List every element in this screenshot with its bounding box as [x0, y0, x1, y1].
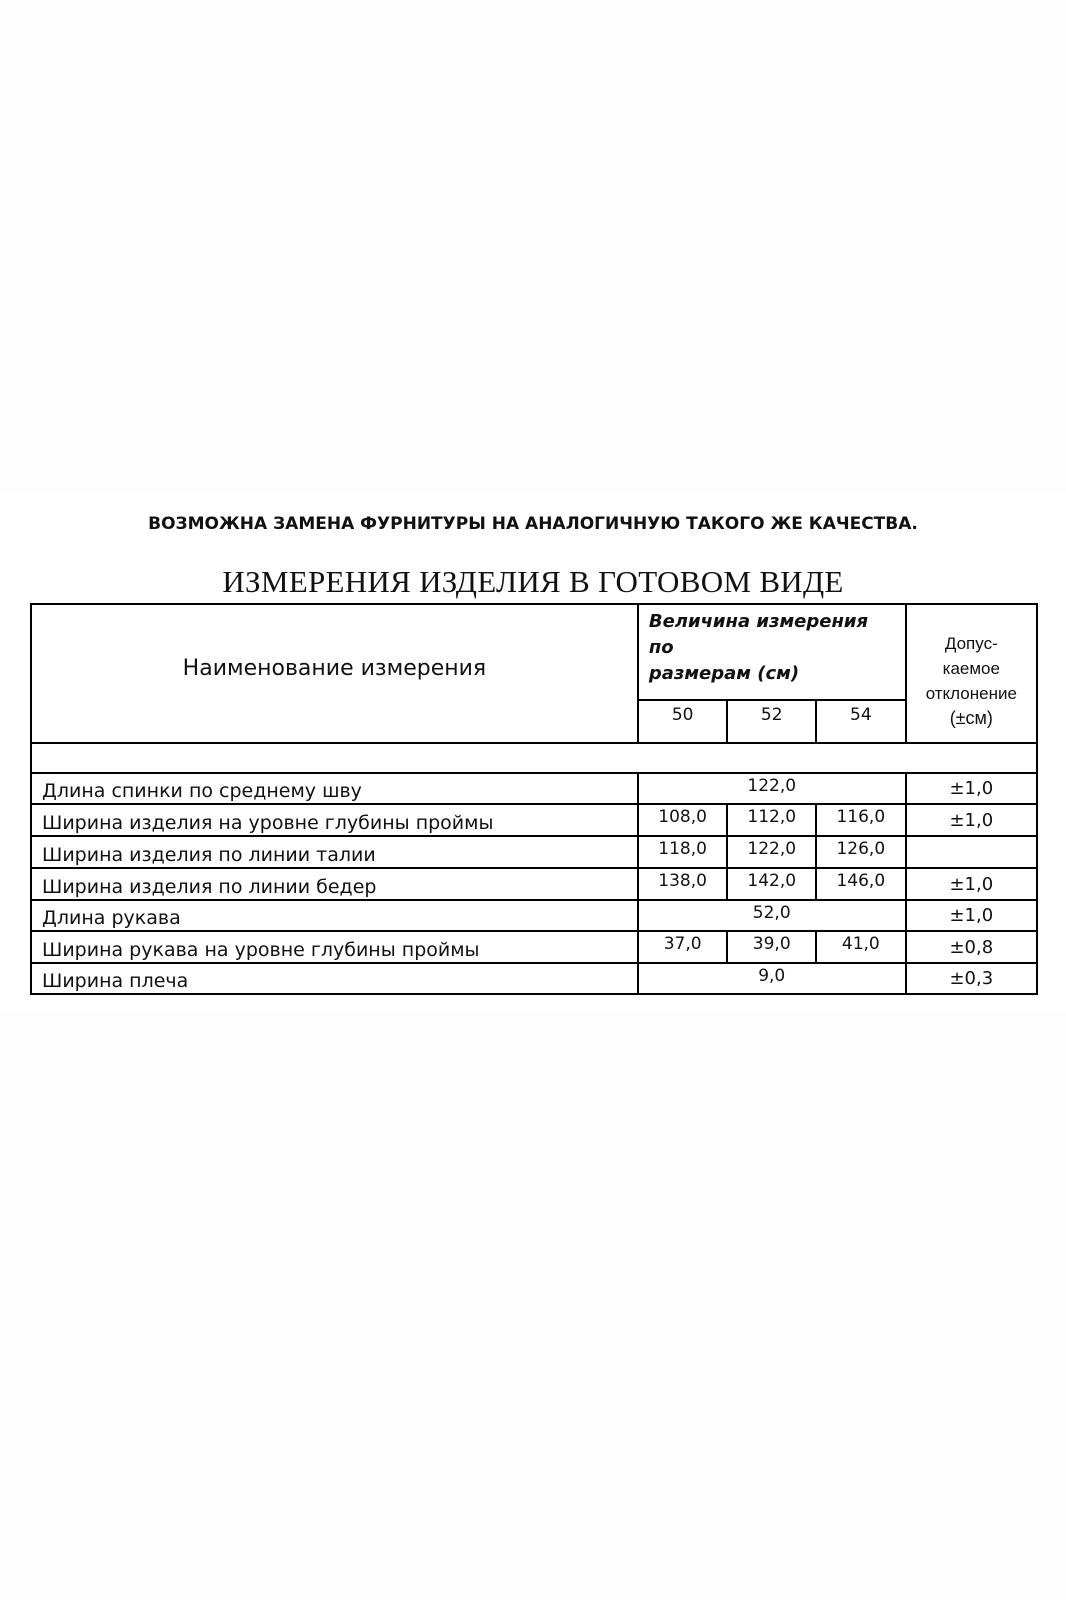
- row-tolerance: ±1,0: [906, 900, 1037, 931]
- measurements-table: [30, 603, 1038, 995]
- table-row: [31, 963, 1037, 994]
- row-value-size-54: 126,0: [816, 836, 906, 868]
- header-tolerance-line4: (±см): [949, 707, 993, 728]
- table-row: [31, 836, 1037, 868]
- row-name: Длина спинки по среднему шву: [31, 773, 638, 804]
- row-value-size-54: 116,0: [816, 804, 906, 836]
- header-size-54: 54: [816, 700, 906, 743]
- row-value-size-52: 39,0: [727, 931, 816, 963]
- table-row: [31, 931, 1037, 963]
- row-tolerance: ±1,0: [906, 868, 1037, 900]
- row-value-size-50: 118,0: [638, 836, 728, 868]
- header-measurement-name: Наименование измерения: [31, 604, 638, 743]
- table-row: [31, 900, 1037, 931]
- row-value: 52,0: [638, 900, 906, 931]
- header-size-52: 52: [727, 700, 816, 743]
- row-value-size-50: 37,0: [638, 931, 728, 963]
- row-value: 122,0: [638, 773, 906, 804]
- table-row: [31, 773, 1037, 804]
- row-tolerance: ±1,0: [906, 804, 1037, 836]
- spacer-cell: [31, 743, 1037, 773]
- row-tolerance: [906, 836, 1037, 868]
- header-values-line1: Величина измерения по: [648, 611, 869, 658]
- row-name: Ширина изделия по линии талии: [31, 836, 638, 868]
- row-value-size-50: 108,0: [638, 804, 728, 836]
- header-tolerance-line1: Допус-: [944, 633, 998, 653]
- table-row: [31, 804, 1037, 836]
- accessories-notice: ВОЗМОЖНА ЗАМЕНА ФУРНИТУРЫ НА АНАЛОГИЧНУЮ ТАКОГО ЖЕ КАЧЕСТВА.: [148, 514, 918, 534]
- row-value-size-52: 112,0: [727, 804, 816, 836]
- row-value-size-52: 142,0: [727, 868, 816, 900]
- row-tolerance: ±0,8: [906, 931, 1037, 963]
- row-value-size-52: 122,0: [727, 836, 816, 868]
- row-value-size-50: 138,0: [638, 868, 728, 900]
- row-name: Длина рукава: [31, 900, 638, 931]
- table-row: [31, 868, 1037, 900]
- row-name: Ширина рукава на уровне глубины проймы: [31, 931, 638, 963]
- header-measurement-values: [638, 604, 906, 700]
- header-tolerance-line2: каемое: [942, 658, 1000, 678]
- header-tolerance: [906, 604, 1037, 743]
- document-title: ИЗМЕРЕНИЯ ИЗДЕЛИЯ В ГОТОВОМ ВИДЕ: [222, 564, 844, 599]
- row-tolerance: ±1,0: [906, 773, 1037, 804]
- row-name: Ширина изделия по линии бедер: [31, 868, 638, 900]
- row-name: Ширина изделия на уровне глубины проймы: [31, 804, 638, 836]
- row-value-size-54: 41,0: [816, 931, 906, 963]
- row-value-size-54: 146,0: [816, 868, 906, 900]
- row-name: Ширина плеча: [31, 963, 638, 994]
- header-tolerance-line3: отклонение: [925, 683, 1017, 703]
- header-size-50: 50: [638, 700, 728, 743]
- table-spacer-row: [31, 743, 1037, 773]
- header-row: [31, 604, 1037, 700]
- row-value: 9,0: [638, 963, 906, 994]
- header-values-line2: размерам (см): [648, 663, 800, 684]
- row-tolerance: ±0,3: [906, 963, 1037, 994]
